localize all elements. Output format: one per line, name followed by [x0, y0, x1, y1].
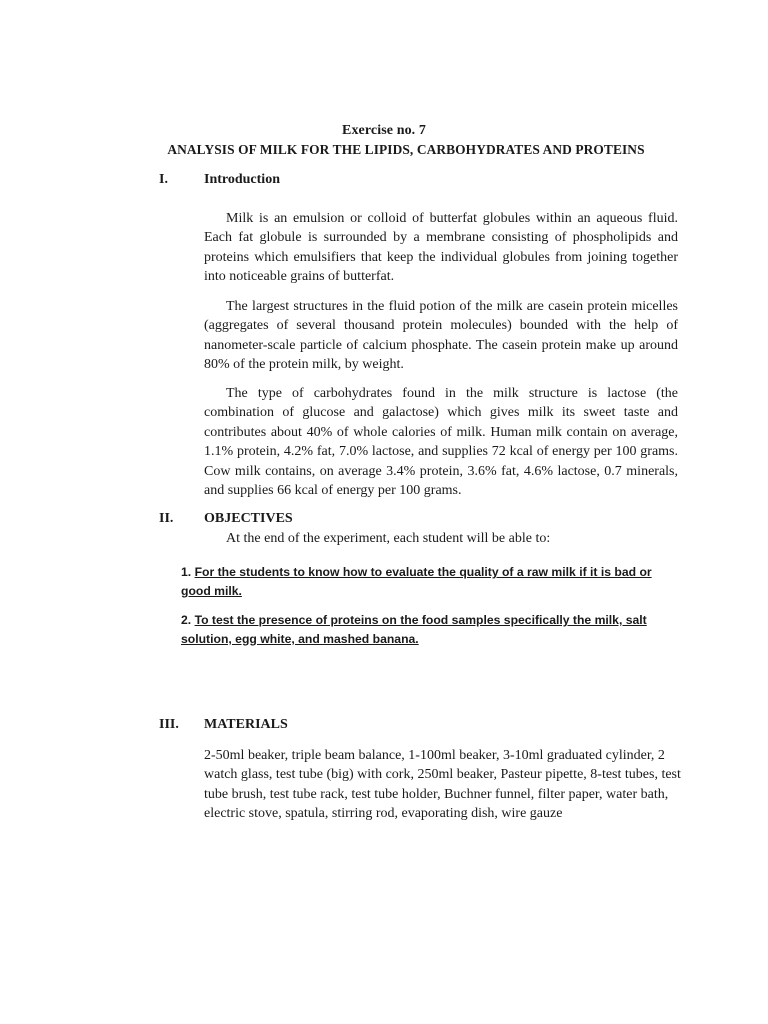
- intro-paragraph-1: Milk is an emulsion or colloid of butterfat globules within an aqueous fluid. Each fat globule is surrounded by a membrane consisting of phospholipids and proteins which emulsifiers that keep the individual globules from joining together into noticeable grains of butterfat.: [204, 211, 678, 285]
- objective-number: 2.: [181, 613, 195, 627]
- objective-item-2: [181, 611, 681, 649]
- section-title-materials: MATERIALS: [204, 717, 288, 732]
- objectives-intro: At the end of the experiment, each student will be able to:: [226, 531, 551, 546]
- section-title-objectives: OBJECTIVES: [204, 511, 293, 526]
- section-title-intro: Introduction: [204, 172, 280, 187]
- objective-item-1: [181, 563, 681, 601]
- intro-paragraph-3: The type of carbohydrates found in the milk structure is lactose (the combination of glucose and galactose) which gives milk its sweet taste and contributes about 40% of whole calories of milk. Human milk contain on average, 1.1% protein, 4.2% fat, 7.0% lactose, and supplies 72 kcal of energy per 100 grams. Cow milk contains, on average 3.4% protein, 3.6% fat, 4.6% lactose, 0.7 minerals, and supplies 66 kcal of energy per 100 grams.: [204, 386, 678, 499]
- exercise-number: Exercise no. 7: [342, 123, 426, 138]
- section-number-materials: III.: [159, 717, 179, 732]
- objective-number: 1.: [181, 565, 195, 579]
- section-number-intro: I.: [159, 172, 168, 187]
- materials-list: 2-50ml beaker, triple beam balance, 1-100ml beaker, 3-10ml graduated cylinder, 2 watch glass, test tube (big) with cork, 250ml beaker, Pasteur pipette, 8-test tubes, test tube brush, test tube rack, test tube holder, Buchner funnel, filter paper, water bath, electric stove, spatula, stirring rod, evaporating dish, wire gauze: [204, 748, 681, 822]
- intro-paragraph-2: The largest structures in the fluid potion of the milk are casein protein micelles (aggregates of several thousand protein molecules) bounded with the help of nanometer-scale particle of calcium phosphate. The casein protein make up around 80% of the protein milk, by weight.: [204, 299, 678, 373]
- objective-text: For the students to know how to evaluate the quality of a raw milk if it is bad or good milk.: [181, 565, 652, 598]
- objective-text: To test the presence of proteins on the food samples specifically the milk, salt solution, egg white, and mashed banana.: [181, 613, 647, 646]
- document-title: ANALYSIS OF MILK FOR THE LIPIDS, CARBOHYDRATES AND PROTEINS: [167, 142, 645, 157]
- section-number-objectives: II.: [159, 511, 174, 526]
